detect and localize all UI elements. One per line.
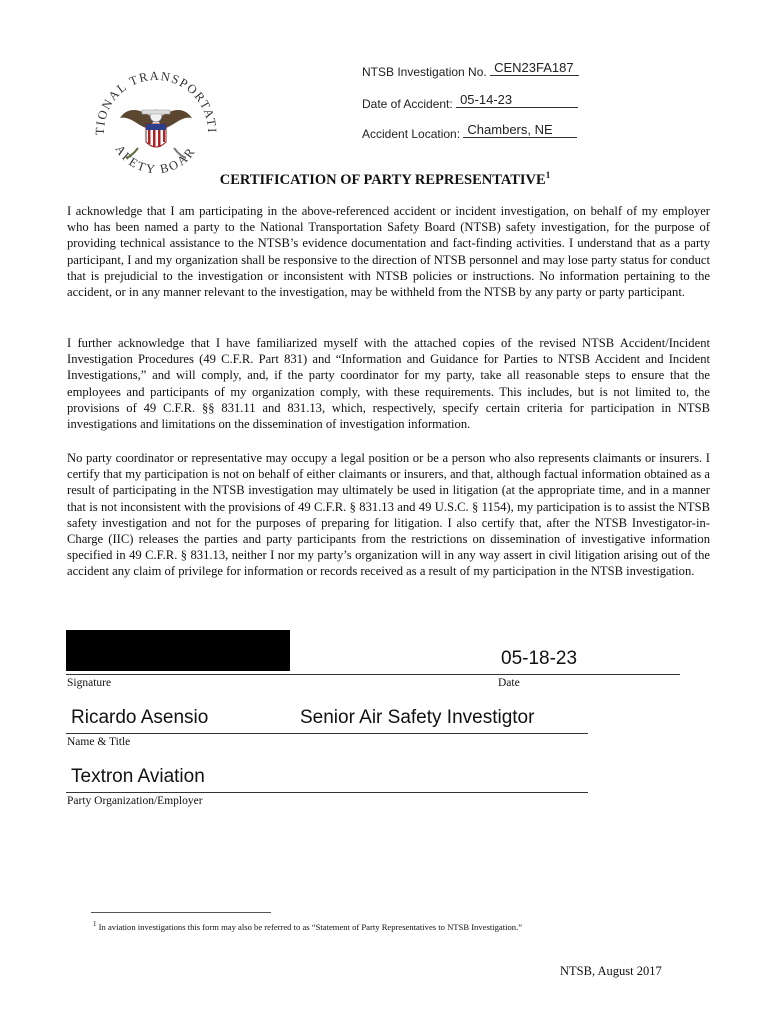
date-of-accident-field[interactable]: 05-14-23 (456, 92, 578, 108)
seal-bottom-text: AFETY BOAR (112, 142, 199, 177)
name-title-line (66, 733, 588, 734)
date-of-accident-label: Date of Accident: (362, 97, 453, 111)
accident-location-row (362, 122, 577, 142)
signature-redaction (66, 630, 290, 671)
footnote-separator (91, 912, 271, 913)
page-footer: NTSB, August 2017 (560, 964, 662, 978)
seal-top-text: TIONAL TRANSPORTATI (92, 68, 220, 136)
signature-date-field[interactable]: 05-18-23 (501, 648, 578, 669)
investigation-number-field[interactable]: CEN23FA187 (490, 60, 579, 76)
paragraph-procedures: I further acknowledge that I have familiarized myself with the attached copies of the revised NTSB Accident/Incident Investigation Procedures (49 C.F.R. Part 831) and “Information and Guidance for Parties to NTSB Accident and Incident Investigations,” and will comply, and, if the party coordinator for my party, take all reasonable steps to ensure that the employees and participants of my organization comply, with these requirements. This includes, but is not limited to, the provisions of 49 C.F.R. §§ 831.11 and 831.13, which, respectively, specify certain criteria for participation in NTSB investigations and limitations on the dissemination of investigation information. (67, 336, 710, 432)
document-title (0, 170, 770, 189)
footnote-text: In aviation investigations this form may also be referred to as “Statement of Party Representatives to NTSB Investigation.” (98, 921, 523, 932)
organization-label: Party Organization/Employer (67, 795, 203, 807)
date-label: Date (498, 677, 520, 689)
footnote (93, 920, 522, 932)
investigation-number-row (362, 60, 579, 80)
accident-location-label: Accident Location: (362, 127, 461, 141)
organization-field[interactable]: Textron Aviation (71, 766, 205, 787)
document-title-text: CERTIFICATION OF PARTY REPRESENTATIVE (219, 171, 546, 188)
name-title-label: Name & Title (67, 736, 131, 748)
paragraph-acknowledgement: I acknowledge that I am participating in the above-referenced accident or incident investigation, on behalf of my employer who has been named a party to the National Transportation Safety Board (NTSB) safety investigation, for the purpose of providing technical assistance to the NTSB’s evidence documentation and fact-finding activities. I understand that as a party participant, I and my organization shall be responsive to the direction of NTSB personnel and may lose party status for conduct that is prejudicial to the investigation or inconsistent with NTSB policies or instructions. No information pertaining to the accident, or in any manner relevant to the investigation, may be withheld from the NTSB by any party or party participant. (67, 204, 710, 300)
signature-line (66, 674, 680, 675)
signature-label: Signature (67, 677, 112, 689)
investigation-number-label: NTSB Investigation No. (362, 65, 487, 79)
organization-line (66, 792, 588, 793)
paragraph-certification: No party coordinator or representative may occupy a legal position or be a person who also represents claimants or insurers. I certify that my participation is not on behalf of either claimants or insurers, and that, although factual information obtained as a result of participating in the NTSB investigation may ultimately be used in litigation (at the appropriate time, and in a manner that is not inconsistent with the provisions of 49 C.F.R. § 831.13 and 49 U.S.C. § 1154), my participation is to assist the NTSB safety investigation and not for the purposes of preparing for litigation. I also certify that, after the NTSB Investigator-in-Charge (IIC) releases the parties and party participants from the restrictions on dissemination of investigative information specified in 49 C.F.R. § 831.13, neither I nor my party’s organization will in any way assert in civil litigation arising out of the accident any claim of privilege for information or records received as a result of my participation in the NTSB investigation. (67, 451, 710, 579)
title-field[interactable]: Senior Air Safety Investigtor (300, 707, 535, 728)
accident-location-field[interactable]: Chambers, NE (463, 122, 577, 138)
footnote-mark: 1 (93, 920, 97, 928)
title-footnote-mark: 1 (545, 170, 551, 180)
name-field[interactable]: Ricardo Asensio (71, 707, 209, 728)
date-of-accident-row (362, 92, 578, 112)
